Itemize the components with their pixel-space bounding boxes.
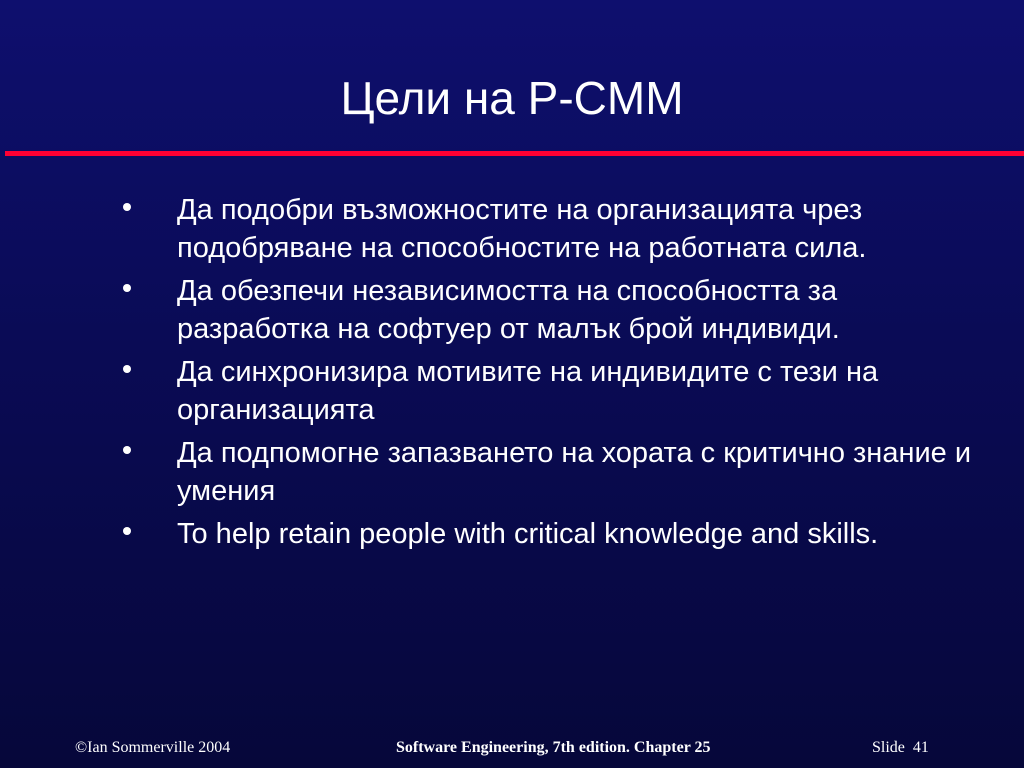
bullet-text: Да обезпечи независимостта на способността за разработка на софтуер от малък брой индивиди. [177, 275, 840, 345]
bullet-dot-icon [123, 203, 131, 211]
slide-number: 41 [912, 739, 929, 756]
bullet-item [0, 191, 1024, 267]
footer-slide-number [872, 738, 929, 758]
bullet-text: Да подпомогне запазването на хората с критично знание и умения [177, 437, 972, 507]
title-divider [5, 151, 1024, 156]
bullet-text: Да подобри възможностите на организацията чрез подобряване на способностите на работната сила. [177, 194, 867, 264]
bullet-list [0, 191, 1024, 558]
bullet-text: To help retain people with critical knowledge and skills. [177, 518, 879, 550]
bullet-text: Да синхронизира мотивите на индивидите с тези на организацията [177, 356, 879, 426]
bullet-item [0, 434, 1024, 510]
bullet-dot-icon [123, 284, 131, 292]
slide-title: Цели на P-CMM [340, 72, 684, 124]
footer-book-title: Software Engineering, 7th edition. Chapter 25 [396, 739, 711, 756]
bullet-item [0, 272, 1024, 348]
bullet-dot-icon [123, 365, 131, 373]
bullet-dot-icon [123, 446, 131, 454]
bullet-item [0, 353, 1024, 429]
bullet-dot-icon [123, 527, 131, 535]
bullet-item [0, 515, 1024, 553]
slide-label: Slide [872, 739, 905, 756]
footer-copyright: ©Ian Sommerville 2004 [75, 739, 231, 756]
